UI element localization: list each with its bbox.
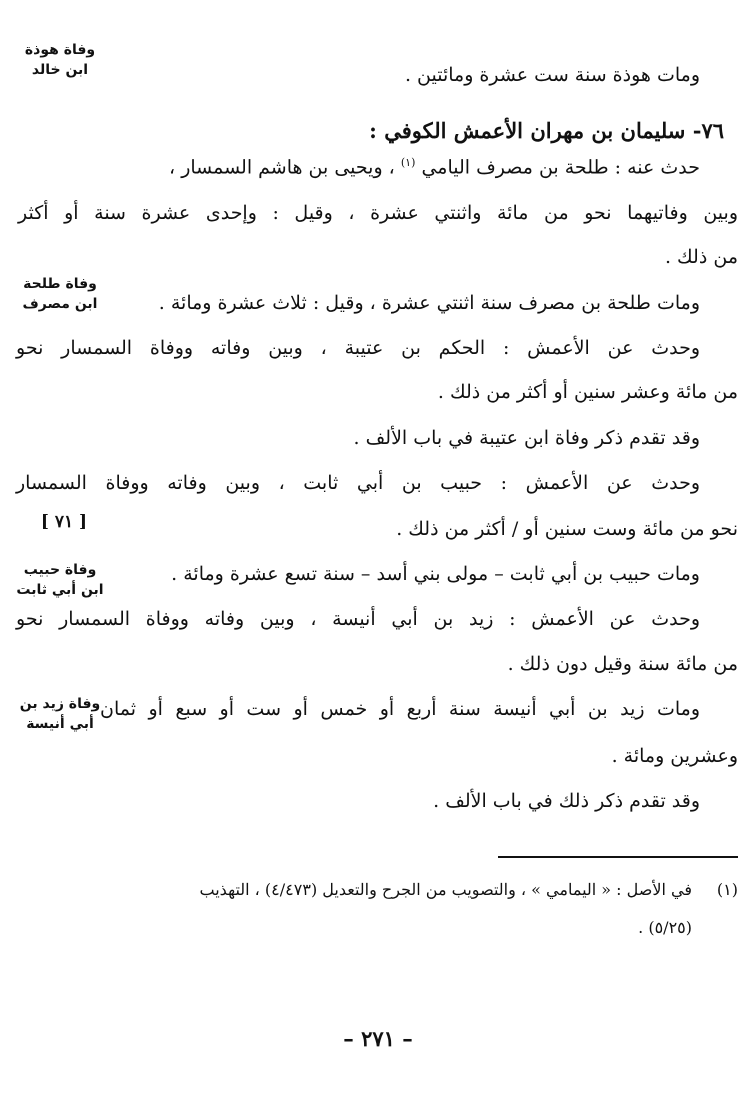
body-line: من مائة سنة وقيل دون ذلك .: [507, 653, 738, 675]
body-line: وحدث عن الأعمش : حبيب بن أبي ثابت ، وبين وفاته ووفاة السمسار: [16, 472, 700, 494]
side-note-line: ابن أبي ثابت: [16, 582, 104, 599]
footnote-text: في الأصل : « اليمامي » ، والتصويب من الجرح والتعديل (٤/٤٧٣) ، التهذيب: [199, 880, 692, 899]
side-note-line: وفاة هوذة: [24, 42, 96, 58]
body-line: [0, 156, 700, 179]
side-note-line: وفاة زيد بن: [19, 696, 101, 712]
page-number: – ٢٧١ –: [343, 1026, 413, 1051]
body-line: وقد تقدم ذكر وفاة ابن عتيبة في باب الألف .: [353, 427, 700, 449]
footnote-divider: [498, 856, 738, 858]
body-line: وعشرين ومائة .: [611, 745, 738, 767]
side-note-line: أبي أنيسة: [26, 716, 94, 733]
body-line: من مائة وعشر سنين أو أكثر من ذلك .: [437, 381, 738, 403]
body-text: ، ويحيى بن هاشم السمسار ،: [169, 156, 395, 179]
body-line: وبين وفاتيهما نحو من مائة واثنتي عشرة ، وقيل : وإحدى عشرة سنة أو أكثر: [18, 202, 738, 224]
footnote: [18, 880, 738, 901]
footnote-number: (١): [716, 880, 738, 899]
body-text: حدث عنه : طلحة بن مصرف اليامي: [421, 156, 700, 179]
footnote-continuation: (٥/٢٥) .: [638, 918, 692, 937]
body-line: ومات حبيب بن أبي ثابت – مولى بني أسد – سنة تسع عشرة ومائة .: [171, 563, 700, 585]
side-note-line: وفاة طلحة: [23, 276, 97, 292]
body-line: وحدث عن الأعمش : الحكم بن عتيبة ، وبين وفاته ووفاة السمسار نحو: [16, 337, 700, 359]
side-note-line: وفاة حبيب: [23, 562, 97, 578]
side-note-line: ابن مصرف: [22, 296, 98, 313]
body-line: وقد تقدم ذكر ذلك في باب الألف .: [433, 790, 700, 812]
folio-marker: [ ٧١ ]: [40, 512, 88, 532]
body-line: من ذلك .: [664, 246, 738, 268]
body-line: ومات هوذة سنة ست عشرة ومائتين .: [404, 64, 700, 86]
body-line: نحو من مائة وست سنين أو / أكثر من ذلك .: [396, 518, 738, 540]
side-note-line: ابن خالد: [31, 62, 89, 79]
section-heading: ٧٦- سليمان بن مهران الأعمش الكوفي :: [369, 118, 724, 143]
body-line: وحدث عن الأعمش : زيد بن أبي أنيسة ، وبين وفاته ووفاة السمسار نحو: [16, 608, 700, 630]
side-note-zayd: [14, 694, 106, 735]
body-line: ومات طلحة بن مصرف سنة اثنتي عشرة ، وقيل : ثلاث عشرة ومائة .: [158, 292, 700, 314]
footnote-ref[interactable]: (١): [400, 156, 416, 169]
body-line: ومات زيد بن أبي أنيسة سنة أربع أو خمس أو ست أو سبع أو ثمان: [100, 698, 700, 720]
